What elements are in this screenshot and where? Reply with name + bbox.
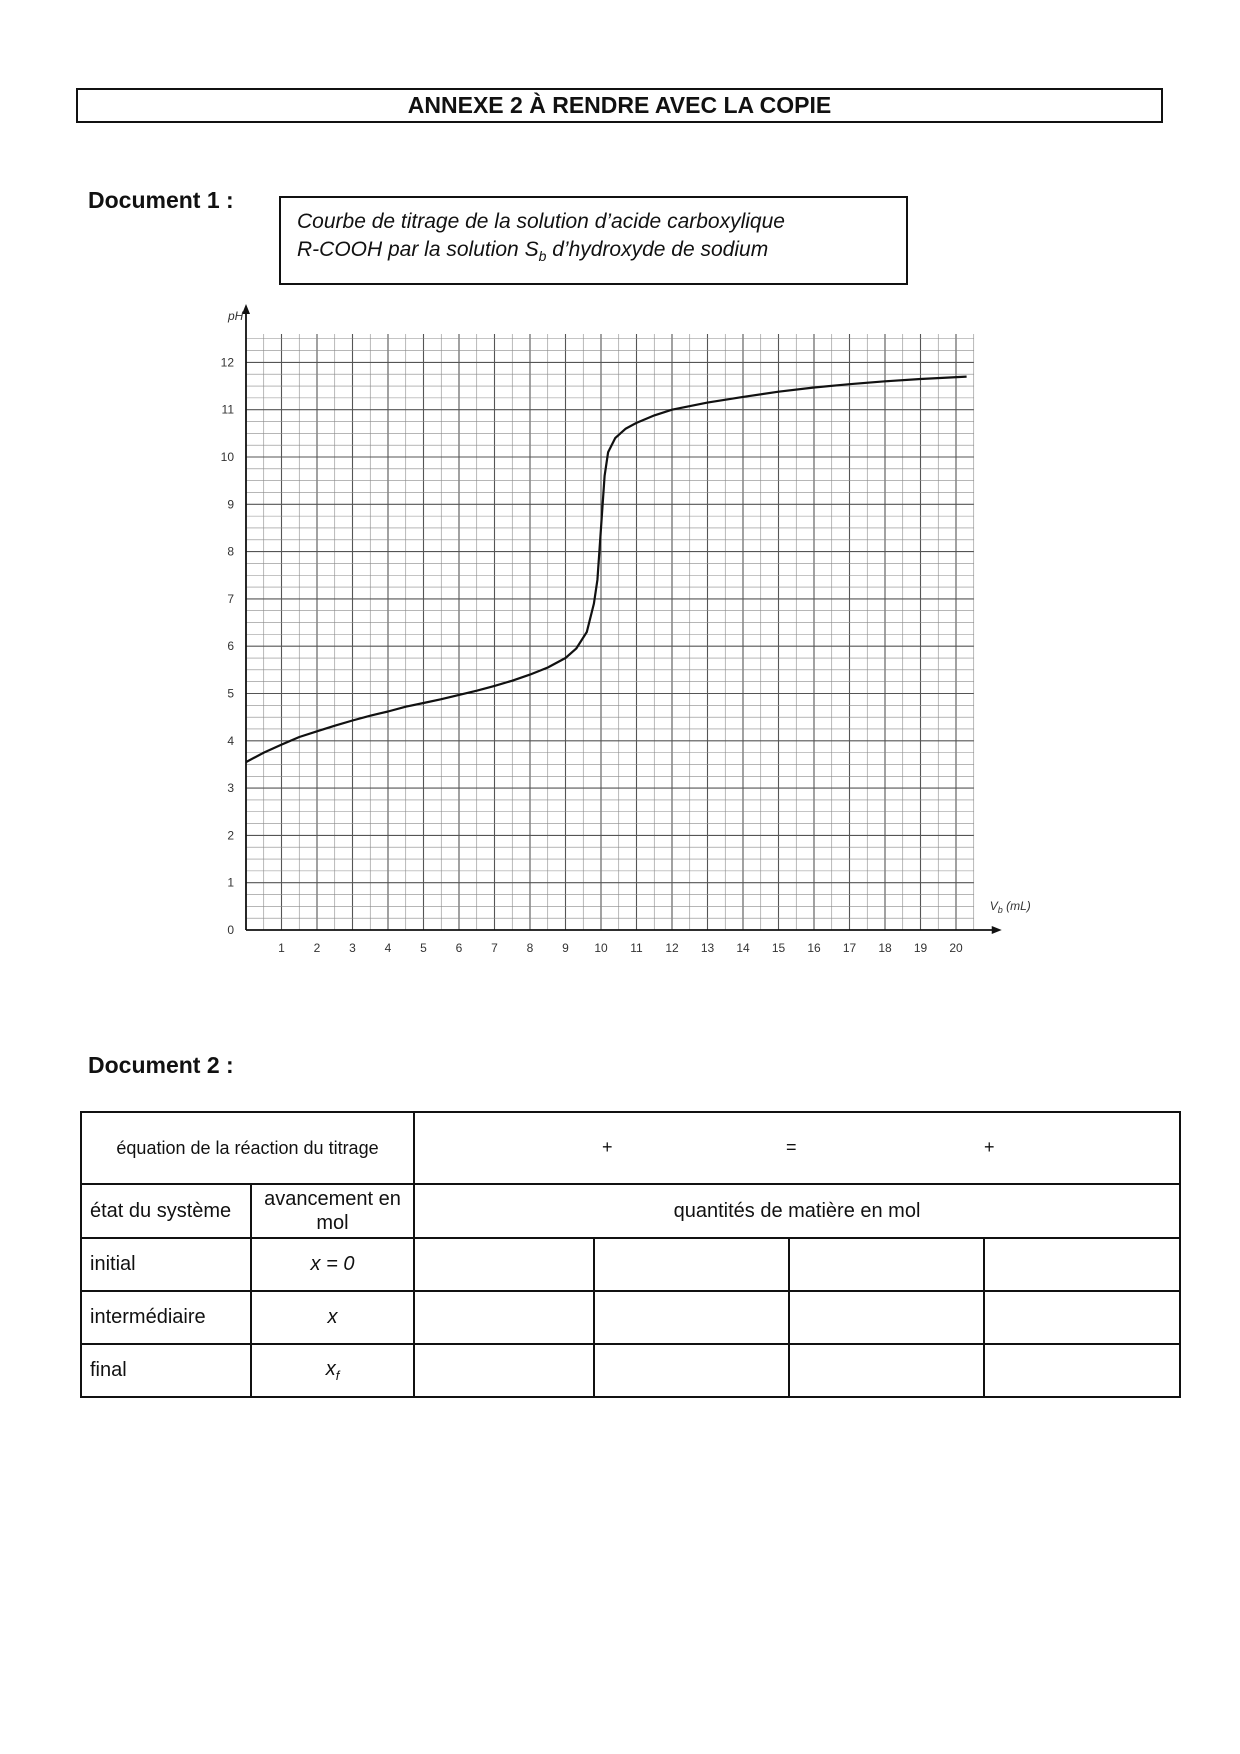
document2-heading: Document 2 : (88, 1052, 234, 1078)
y-axis-label: pH (228, 309, 244, 323)
titration-curve-line (246, 377, 967, 762)
y-tick-label: 6 (227, 639, 234, 654)
state-cell: final (81, 1344, 251, 1397)
y-tick-label: 8 (227, 544, 234, 559)
x-tick-label: 7 (491, 941, 498, 955)
x-tick-label: 13 (700, 941, 715, 955)
x-tick-label: 2 (313, 941, 321, 955)
equation-plus-2: + (984, 1137, 995, 1157)
y-tick-label: 9 (227, 497, 234, 512)
quantity-cell (414, 1344, 594, 1397)
x-tick-label: 16 (807, 941, 821, 955)
advancement-cell: x = 0 (251, 1238, 414, 1291)
titration-curve-chart (210, 300, 1060, 955)
quantity-cell (414, 1291, 594, 1344)
quantity-cell (594, 1238, 789, 1291)
x-tick-label: 3 (349, 941, 356, 955)
x-tick-label: 11 (630, 941, 643, 955)
x-tick-label: 15 (771, 941, 786, 955)
x-tick-label: 17 (842, 941, 857, 955)
quantity-cell (984, 1238, 1180, 1291)
quantity-cell (789, 1238, 984, 1291)
y-tick-label: 3 (227, 781, 234, 796)
x-tick-label: 6 (455, 941, 463, 955)
quantity-cell (414, 1238, 594, 1291)
state-cell: intermédiaire (81, 1291, 251, 1344)
x-axis-arrow (992, 926, 1002, 934)
equation-equals: = (786, 1137, 797, 1157)
state-header-cell: état du système (81, 1184, 251, 1238)
caption-line-1: Courbe de titrage de la solution d’acide carboxylique (297, 210, 785, 233)
y-tick-label: 12 (220, 355, 234, 370)
quantity-cell (594, 1344, 789, 1397)
equation-label-cell: équation de la réaction du titrage (81, 1112, 414, 1184)
y-tick-label: 1 (227, 875, 234, 890)
caption-line-2: R-COOH par la solution $S_b$ d’hydroxyde de sodium (297, 238, 769, 265)
table-row (81, 1291, 1180, 1344)
advancement-table (80, 1111, 1181, 1398)
x-axis-label: $V_b$ (mL) (989, 899, 1031, 915)
y-tick-label: 0 (227, 923, 234, 937)
y-tick-label: 5 (227, 686, 234, 701)
x-tick-label: 20 (949, 941, 963, 955)
advancement-header-cell: avancement en mol (251, 1184, 414, 1238)
document1-heading: Document 1 : (88, 187, 234, 213)
x-tick-label: 5 (420, 941, 427, 955)
quantity-cell (789, 1291, 984, 1344)
chart-caption-box (279, 196, 908, 285)
quantity-cell (594, 1291, 789, 1344)
quantity-cell (984, 1344, 1180, 1397)
y-tick-label: 7 (227, 591, 234, 606)
x-tick-label: 9 (562, 941, 569, 955)
x-tick-label: 10 (594, 941, 608, 955)
equation-plus-1: + (602, 1137, 613, 1157)
annexe-banner: ANNEXE 2 À RENDRE AVEC LA COPIE (76, 88, 1163, 123)
advancement-cell: x (251, 1291, 414, 1344)
x-tick-label: 18 (878, 941, 892, 955)
y-tick-label: 2 (227, 828, 234, 843)
quantities-header-cell: quantités de matière en mol (414, 1184, 1180, 1238)
quantity-cell (984, 1291, 1180, 1344)
x-tick-label: 14 (736, 941, 750, 955)
y-tick-label: 4 (227, 733, 234, 748)
table-row (81, 1344, 1180, 1397)
x-tick-label: 1 (278, 941, 285, 955)
y-tick-label: 10 (220, 450, 234, 464)
advancement-cell: $x_f$ (251, 1344, 414, 1397)
x-tick-label: 8 (526, 941, 534, 955)
x-tick-label: 4 (384, 941, 392, 955)
equation-blank-cell (414, 1112, 1180, 1184)
quantity-cell (789, 1344, 984, 1397)
y-tick-label: 11 (221, 402, 234, 417)
x-tick-label: 12 (665, 941, 679, 955)
x-tick-label: 19 (913, 941, 928, 955)
table-row (81, 1238, 1180, 1291)
state-cell: initial (81, 1238, 251, 1291)
